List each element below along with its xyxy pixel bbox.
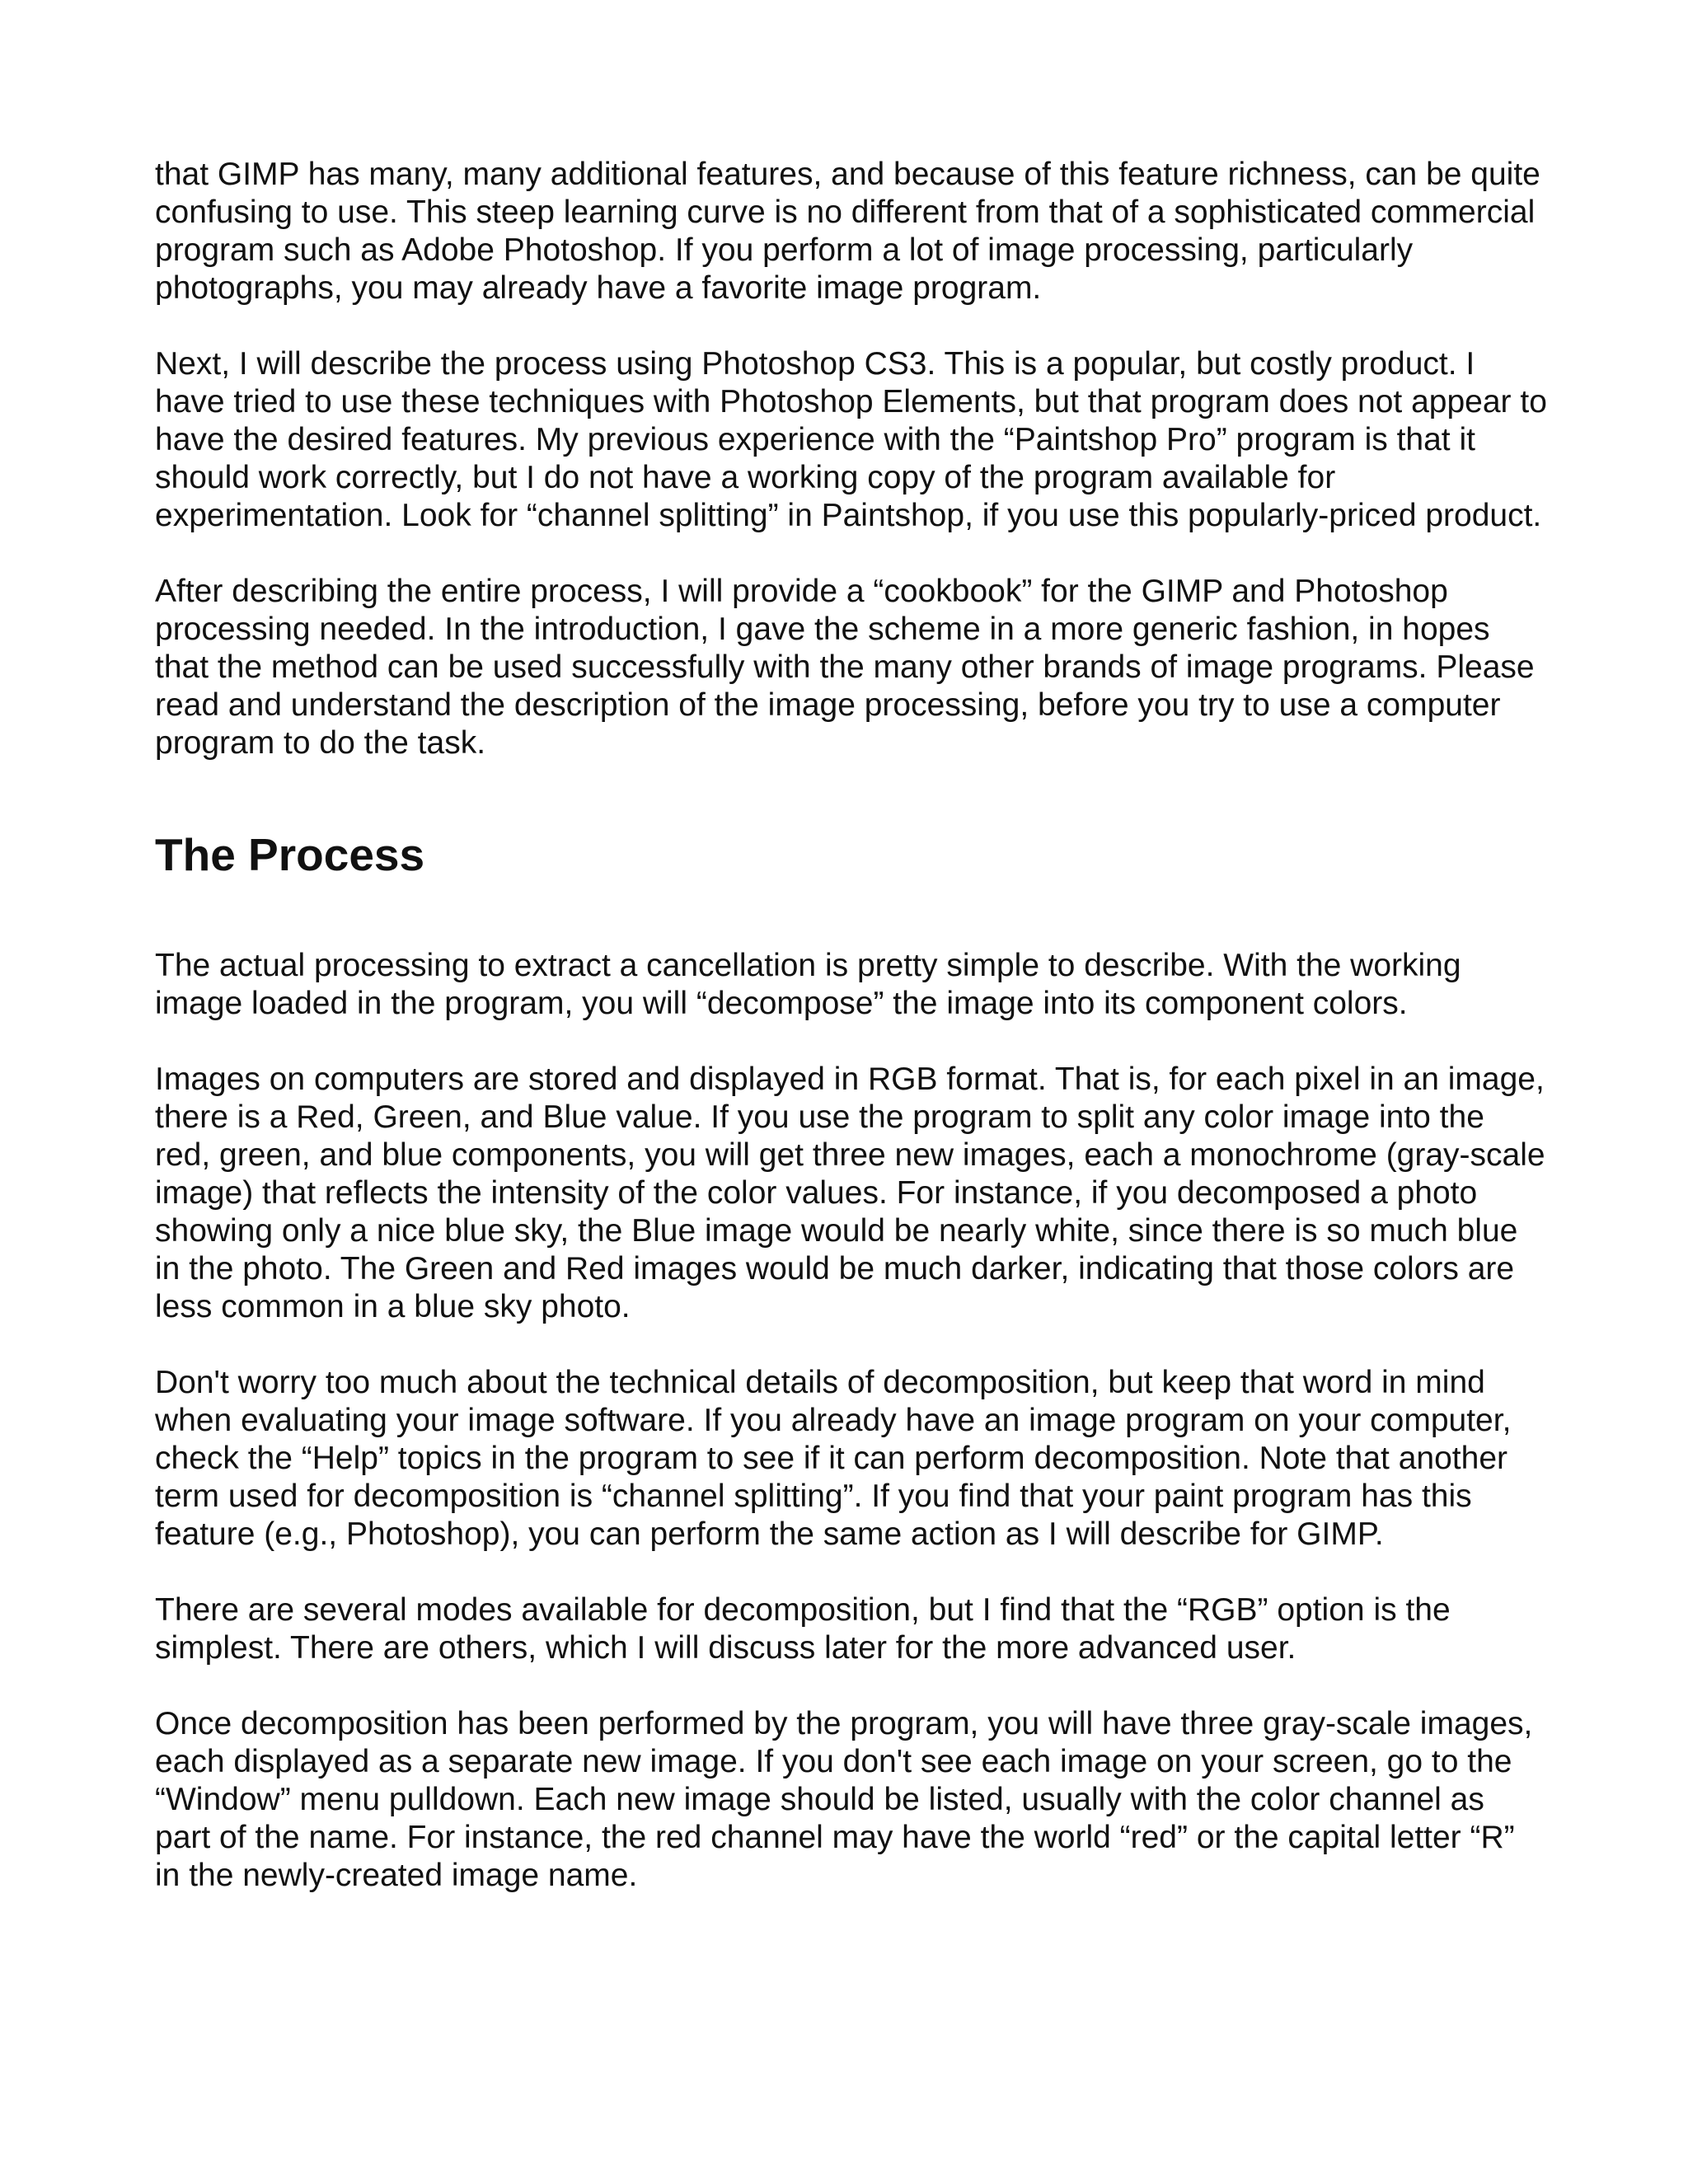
document-page xyxy=(155,156,1548,1933)
paragraph-photoshop-cs3: Next, I will describe the process using Photoshop CS3. This is a popular, but costly product. I have tried to use these techniques with Photoshop Elements, but that program does not appear to have the desired features. My previous experience with the “Paintshop Pro” program is that it should work correctly, but I do not have a working copy of the program available for experimentation. Look for “channel splitting” in Paintshop, if you use this popularly-priced product. xyxy=(155,346,1547,533)
paragraph-decomposition-details: Don't worry too much about the technical details of decomposition, but keep that word in mind when evaluating your image software. If you already have an image program on your computer, check the “Help” topics in the program to see if it can perform decomposition. Note that another term used for decomposition is “channel splitting”. If you find that your paint program has this feature (e.g., Photoshop), you can perform the same action as I will describe for GIMP. xyxy=(155,1365,1512,1552)
paragraph-gray-scale-images: Once decomposition has been performed by the program, you will have three gray-scale images, each displayed as a separate new image. If you don't see each image on your screen, go to the “Window” menu pulldown. Each new image should be listed, usually with the color channel as part of the name. For instance, the red channel may have the world “red” or the capital letter “R” in the newly-created image name. xyxy=(155,1706,1533,1893)
paragraph-cookbook: After describing the entire process, I will provide a “cookbook” for the GIMP and Photoshop processing needed. In the introduction, I gave the scheme in a more generic fashion, in hopes that the method can be used successfully with the many other brands of image programs. Please read and understand the description of the image processing, before you try to use a computer program to do the task. xyxy=(155,574,1535,761)
paragraph-gimp-features: that GIMP has many, many additional features, and because of this feature richness, can be quite confusing to use. This steep learning curve is no different from that of a sophisticated commercial program such as Adobe Photoshop. If you perform a lot of image processing, particularly photographs, you may already have a favorite image program. xyxy=(155,157,1540,306)
paragraph-rgb-format: Images on computers are stored and displayed in RGB format. That is, for each pixel in an image, there is a Red, Green, and Blue value. If you use the program to split any color image into the red, green, and blue components, you will get three new images, each a monochrome (gray-scale image) that reflects the intensity of the color values. For instance, if you decomposed a photo showing only a nice blue sky, the Blue image would be nearly white, since there is so much blue in the photo. The Green and Red images would be much darker, indicating that those colors are less common in a blue sky photo. xyxy=(155,1062,1545,1324)
paragraph-decomposition-modes: There are several modes available for decomposition, but I find that the “RGB” option is the simplest. There are others, which I will discuss later for the more advanced user. xyxy=(155,1592,1451,1666)
section-heading: The Process xyxy=(155,829,425,880)
paragraph-actual-processing: The actual processing to extract a cancellation is pretty simple to describe. With the working image loaded in the program, you will “decompose” the image into its component colors. xyxy=(155,948,1461,1021)
